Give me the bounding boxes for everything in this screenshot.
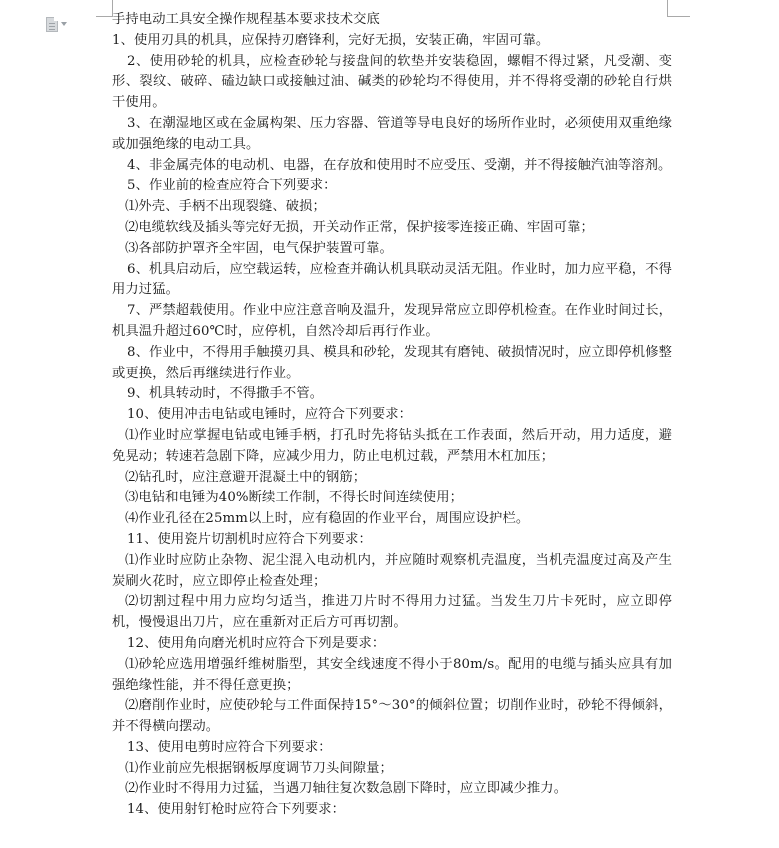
document-paragraph: ⑴作业时应防止杂物、泥尘混入电动机内，并应随时观察机壳温度，当机壳温度过高及产生炭刷火花时，应立即停止检查处理； [112,552,672,589]
document-paragraph: 2、使用砂轮的机具，应检查砂轮与接盘间的软垫并安装稳固，螺帽不得过紧，凡受潮、变形、裂纹、破碎、磕边缺口或接触过油、碱类的砂轮均不得使用，并不得将受潮的砂轮自行烘干使用。 [112,53,672,111]
document-paragraph: 11、使用瓷片切割机时应符合下列要求： [127,531,372,547]
document-paragraph: ⑵切割过程中用力应均匀适当，推进刀片时不得用力过猛。当发生刀片卡死时，应立即停机，慢慢退出刀片，应在重新对正后方可再切割。 [112,594,672,631]
document-paragraph: ⑶电钻和电锤为40%断续工作制，不得长时间连续使用； [125,490,463,506]
document-paragraph: ⑵钻孔时，应注意避开混凝土中的钢筋； [125,469,367,485]
document-paragraph: 6、机具启动后，应空载运转，应检查并确认机具联动灵活无阻。作业时，加力应平稳，不得用力过猛。 [112,261,672,298]
document-paragraph: ⑴砂轮应选用增强纤维树脂型，其安全线速度不得小于80m/s。配用的电缆与插头应具有加强绝缘性能，并不得任意更换； [112,656,672,693]
document-paragraph: 8、作业中，不得用手触摸刃具、模具和砂轮，发现其有磨钝、破损情况时，应立即停机修整或更换，然后再继续进行作业。 [112,344,672,381]
document-paragraph: ⑴作业时应掌握电钻或电锤手柄，打孔时先将钻头抵在工作表面，然后开动，用力适度，避免晃动；转速若急剧下降，应减少用力，防止电机过载，严禁用木杠加压； [112,427,672,464]
document-paragraph: 5、作业前的检查应符合下列要求： [127,178,337,194]
document-paragraph: ⑷作业孔径在25mm以上时，应有稳固的作业平台，周围应设护栏。 [125,511,530,527]
document-paragraph: ⑴作业前应先根据钢板厚度调节刀头间隙量； [125,760,393,776]
document-paragraph: ⑴外壳、手柄不出现裂缝、破损； [125,199,326,215]
document-paragraph: 1、使用刃具的机具，应保持刃磨锋利，完好无损，安装正确，牢固可靠。 [112,32,550,48]
document-paragraph: 13、使用电剪时应符合下列要求： [127,739,332,755]
document-paragraph: ⑵电缆软线及插头等完好无损，开关动作正常，保护接零连接正确、牢固可靠； [125,219,594,235]
document-menu-button[interactable] [46,14,74,34]
document-paragraph: 10、使用冲击电钻或电锤时，应符合下列要求： [127,407,413,423]
page-corner-mark-left [96,0,113,17]
chevron-down-icon [61,22,67,26]
document-paragraph: ⑶各部防护罩齐全牢固，电气保护装置可靠。 [125,240,393,256]
document-paragraph: ⑵磨削作业时，应使砂轮与工件面保持15°～30°的倾斜位置；切削作业时，砂轮不得倾斜，并不得横向摆动。 [112,698,672,735]
document-paragraph: 4、非金属壳体的电动机、电器，在存放和使用时不应受压、受潮，并不得接触汽油等溶剂。 [127,157,672,173]
document-paragraph: ⑵作业时不得用力过猛，当遇刀轴往复次数急剧下降时，应立即减少推力。 [125,781,568,797]
document-page [112,10,672,821]
document-paragraph: 14、使用射钉枪时应符合下列要求： [127,802,346,818]
document-paragraph: 12、使用角向磨光机时应符合下列是要求： [127,635,386,651]
document-icon [46,17,58,32]
document-paragraph: 9、机具转动时，不得撒手不管。 [127,386,324,402]
document-paragraph: 7、严禁超载使用。作业中应注意音响及温升，发现异常应立即停机检查。在作业时间过长，机具温升超过60℃时，应停机，自然冷却后再行作业。 [112,303,672,339]
document-body [112,31,672,821]
document-title: 手持电动工具安全操作规程基本要求技术交底 [112,12,380,27]
document-paragraph: 3、在潮湿地区或在金属构架、压力容器、管道等导电良好的场所作业时，必须使用双重绝缘或加强绝缘的电动工具。 [112,115,672,152]
